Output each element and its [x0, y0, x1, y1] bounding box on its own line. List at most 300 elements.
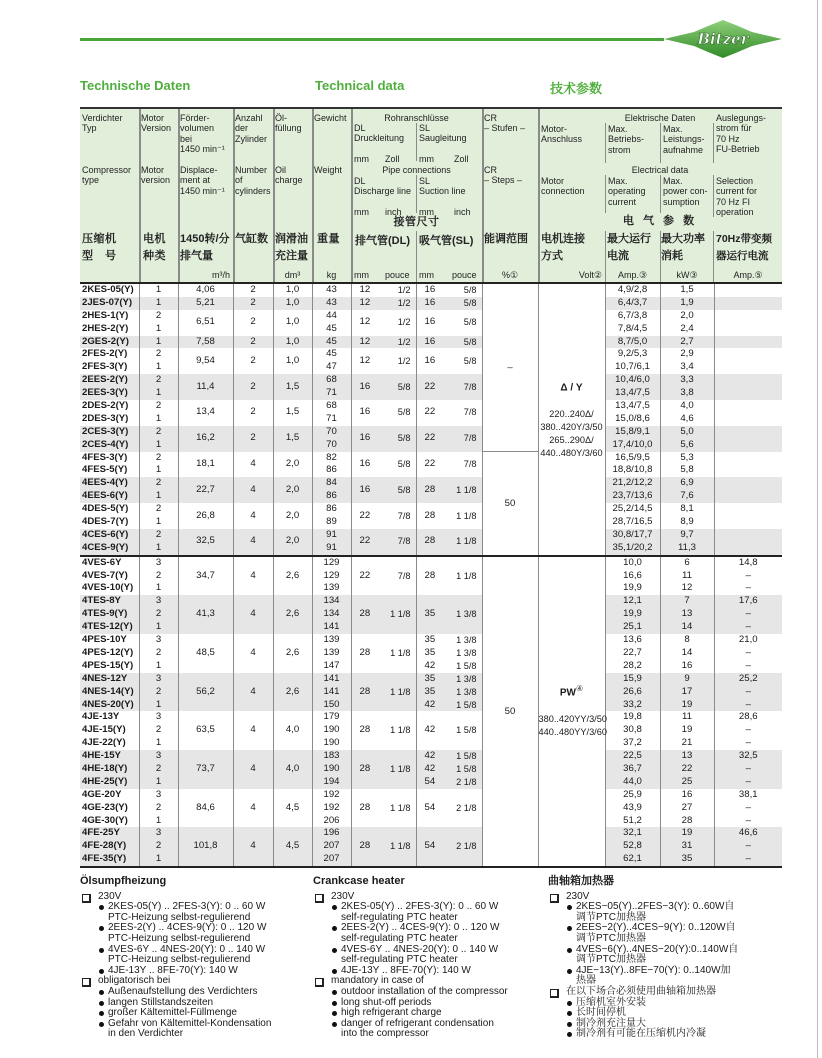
selection-current [715, 284, 783, 297]
divider [660, 175, 661, 213]
max-operating-current-cell [605, 477, 660, 503]
compressor-type: 2DES-2(Y) [82, 400, 129, 412]
hdr-motor-de: Motor Version [141, 113, 172, 134]
technical-data-table [80, 282, 782, 868]
motor-version: 1 [155, 361, 162, 373]
compressor-type: 2GES-2(Y) [82, 335, 129, 347]
max-power-consumption-cell [660, 336, 714, 349]
selection-current-cell [714, 556, 782, 596]
selection-current: – [745, 685, 751, 697]
hdr-sel-unit: Amp.⑤ [733, 270, 763, 280]
pipe-size [352, 608, 416, 621]
bullet-item: 2KES-05(Y) .. 2FES-3(Y): 0 .. 60 W self-regulating PTC heater [313, 902, 543, 923]
weight-cell [312, 711, 351, 750]
pipe-mm: 12 [359, 284, 371, 295]
cylinders-cell [233, 310, 273, 336]
selection-current [715, 400, 783, 413]
pipe-inch: 5/8 [397, 407, 411, 418]
suction-line-cell [416, 634, 482, 673]
compressor-type-cell [80, 750, 139, 789]
selection-current [715, 387, 783, 400]
pipe-size [352, 381, 416, 394]
bullet-item: high refrigerant charge [313, 1008, 543, 1019]
hdr-sl-pouce: pouce [452, 270, 477, 280]
pipe-size [352, 535, 416, 548]
pipe-inch: 1 5/8 [456, 725, 477, 736]
motor-version: 3 [155, 750, 162, 762]
max-operating-current: 16,6 [623, 569, 642, 581]
compressor-type: 4HE-18(Y) [82, 762, 128, 774]
pipe-size [417, 660, 482, 673]
pipe-size [352, 484, 416, 497]
displacement-cell [178, 297, 233, 310]
pipe-inch: 1 1/8 [456, 570, 477, 581]
hdr-conn-zh: 电机连接 方式 [541, 233, 585, 262]
oil-charge-cell [273, 673, 312, 712]
pipe-inch: 5/8 [397, 459, 411, 470]
cylinders-cell [233, 789, 273, 828]
compressor-type: 4NES-14(Y) [82, 685, 134, 697]
hdr-current-zh: 最大运行 电流 [607, 233, 651, 262]
oil-charge-cell [273, 750, 312, 789]
max-operating-current: 23,7/13,6 [612, 490, 653, 502]
motor-version: 1 [155, 438, 162, 450]
pipe-inch: 1/2 [397, 355, 411, 366]
cylinders: 2 [250, 284, 256, 295]
max-power-consumption-cell [660, 310, 714, 336]
motor-version: 2 [155, 569, 162, 581]
weight: 45 [326, 322, 337, 334]
discharge-line-cell [351, 789, 416, 828]
compressor-type: 4HE-15Y [82, 750, 121, 762]
selection-current-cell [714, 374, 782, 400]
selection-current-cell [714, 595, 782, 634]
hdr-pipe-de: Rohranschlüsse [384, 113, 449, 123]
motor-connection-label: Δ / Y [560, 382, 583, 394]
motor-connection-label: PW [559, 687, 576, 699]
pipe-size [417, 802, 482, 815]
max-power-consumption-cell [660, 789, 714, 828]
divider [713, 123, 714, 163]
max-power-consumption-cell [660, 477, 714, 503]
max-operating-current: 13,4/7,5 [615, 387, 650, 399]
displacement: 41,3 [196, 608, 215, 620]
weight: 196 [323, 827, 340, 839]
compressor-type: 4FE-25Y [82, 827, 120, 839]
hdr-sl-en: SL Suction line [419, 176, 466, 197]
pipe-mm: 28 [424, 569, 436, 581]
selection-current-cell [714, 283, 782, 297]
selection-current: – [745, 698, 751, 710]
pipe-size [352, 686, 416, 699]
pipe-size [417, 406, 482, 419]
pipe-size [352, 763, 416, 776]
max-operating-current: 35,1/20,2 [612, 541, 653, 553]
discharge-line-cell [351, 711, 416, 750]
bullet-item: 2KES-05(Y) .. 2FES-3(Y): 0 .. 60 W PTC-Heizung selbst-regulierend [80, 902, 310, 923]
max-operating-current: 51,2 [623, 814, 642, 826]
cylinders: 4 [250, 458, 256, 470]
max-operating-current-cell [605, 711, 660, 750]
hdr-oil-en: Oil charge [275, 165, 303, 186]
table-row-group [80, 711, 782, 750]
divider [538, 109, 540, 284]
hdr-type-zh: 压缩机 型 号 [82, 233, 117, 262]
motor-version: 2 [155, 724, 162, 736]
weight-cell [312, 426, 351, 452]
oil-charge: 1,0 [285, 316, 300, 328]
motor-version: 3 [155, 711, 162, 723]
motor-version-cell [139, 827, 178, 867]
pipe-mm: 28 [424, 509, 436, 521]
cylinders: 4 [250, 483, 256, 495]
suction-line-cell [416, 789, 482, 828]
oil-charge: 1,0 [285, 296, 300, 308]
selection-current: – [745, 621, 751, 633]
weight: 190 [323, 724, 340, 736]
hdr-dl-zh: 排气管(DL) [355, 235, 410, 247]
pipe-inch: 1/2 [397, 285, 411, 295]
weight: 91 [326, 541, 337, 553]
cr-steps-cell [482, 452, 538, 556]
table-section [80, 556, 782, 867]
oil-charge: 2,6 [285, 608, 300, 620]
discharge-line-cell [351, 750, 416, 789]
pipe-mm: 22 [359, 569, 371, 581]
max-power-consumption: 19 [681, 724, 693, 736]
max-operating-current-cell [605, 595, 660, 634]
pipe-size [352, 570, 416, 583]
displacement-cell [178, 673, 233, 712]
motor-version: 1 [155, 490, 162, 502]
pipe-size [417, 750, 482, 763]
cylinders: 4 [250, 685, 256, 697]
weight: 207 [323, 853, 340, 865]
max-power-consumption: 2,9 [680, 348, 694, 360]
pipe-mm: 28 [359, 762, 371, 774]
pipe-inch: 1 3/8 [456, 609, 477, 620]
max-operating-current-cell [605, 750, 660, 789]
cylinders-cell [233, 711, 273, 750]
max-power-consumption: 6 [684, 556, 690, 568]
hdr-oil-de: Öl- füllung [275, 113, 302, 134]
weight-cell [312, 750, 351, 789]
hdr-sl-mm-en: mm [419, 207, 434, 217]
pipe-mm: 12 [359, 296, 371, 308]
max-operating-current: 16,5/9,5 [615, 451, 650, 463]
title-en: Technical data [315, 78, 405, 93]
pipe-size [417, 840, 482, 853]
max-power-consumption: 16 [681, 788, 693, 800]
compressor-type: 4FE-28(Y) [82, 840, 127, 852]
cylinders-cell [233, 827, 273, 867]
oil-charge: 4,5 [285, 801, 300, 813]
weight-cell [312, 283, 351, 297]
table-header [80, 107, 782, 284]
cylinders: 4 [250, 535, 256, 547]
oil-charge: 4,0 [285, 762, 300, 774]
weight: 139 [323, 634, 340, 646]
cylinders: 2 [250, 380, 256, 392]
divider [416, 231, 417, 284]
hdr-sl-inch: inch [454, 207, 471, 217]
footnote-title: 曲轴箱加热器 [548, 875, 614, 887]
max-operating-current: 18,8/10,8 [612, 464, 653, 476]
weight: 134 [323, 608, 340, 620]
discharge-line-cell [351, 426, 416, 452]
hdr-power-en: Max. power con- sumption [663, 176, 708, 207]
motor-version-cell [139, 283, 178, 297]
table-row-group [80, 634, 782, 673]
max-operating-current-cell [605, 503, 660, 529]
displacement-cell [178, 556, 233, 596]
suction-line-cell [416, 452, 482, 478]
displacement: 6,51 [196, 316, 215, 328]
pipe-mm: 28 [424, 483, 436, 495]
bullet-item: 4VES−6(Y)..4NES−20(Y):0..140W自 调节PTC加热器 [548, 945, 788, 966]
oil-charge: 4,0 [285, 724, 300, 736]
selection-current [715, 413, 783, 426]
selection-current: 14,8 [738, 556, 758, 568]
displacement: 13,4 [196, 406, 215, 418]
table-row-group [80, 310, 782, 336]
oil-charge: 2,0 [285, 483, 300, 495]
hdr-sl-zoll: Zoll [454, 154, 469, 164]
motor-version-cell [139, 673, 178, 712]
motor-version: 3 [155, 827, 162, 839]
weight: 129 [323, 556, 340, 568]
selection-current: – [745, 737, 751, 749]
suction-line-cell [416, 595, 482, 634]
max-operating-current-cell [605, 529, 660, 556]
selection-current-cell [714, 750, 782, 789]
checkbox-item: mandatory in case of [313, 976, 543, 987]
motor-version: 1 [155, 737, 162, 749]
pipe-inch: 2 1/8 [456, 776, 477, 787]
max-operating-current-cell [605, 374, 660, 400]
max-power-consumption: 22 [681, 762, 693, 774]
hdr-cr-de: CR – Stufen – [484, 113, 526, 134]
weight: 82 [326, 451, 337, 463]
weight-cell [312, 634, 351, 673]
pipe-size [352, 724, 416, 737]
pipe-inch: 2 1/8 [456, 841, 477, 852]
pipe-inch: 5/8 [463, 355, 477, 366]
weight-cell [312, 529, 351, 556]
hdr-weight-de: Gewicht [314, 113, 347, 123]
displacement-cell [178, 529, 233, 556]
table-row-group [80, 348, 782, 374]
table-row-group [80, 297, 782, 310]
footnote-title: Ölsumpfheizung [80, 875, 167, 887]
table-row-group [80, 452, 782, 478]
oil-charge: 1,5 [285, 406, 300, 418]
weight-cell [312, 789, 351, 828]
pipe-inch: 1/2 [397, 297, 411, 308]
hdr-dl-mm-unit: mm [354, 270, 369, 280]
pipe-inch: 5/8 [397, 433, 411, 444]
oil-charge-cell [273, 556, 312, 596]
table-row-group [80, 283, 782, 297]
pipe-size [417, 699, 482, 712]
hdr-weight-unit: kg [326, 270, 337, 280]
max-operating-current-cell [605, 297, 660, 310]
hdr-disp-unit: m³/h [212, 270, 230, 280]
selection-current [715, 490, 783, 503]
max-power-consumption-cell [660, 673, 714, 712]
max-operating-current: 6,7/3,8 [617, 309, 648, 321]
max-operating-current: 26,6 [623, 685, 642, 697]
oil-charge-cell [273, 348, 312, 374]
bullet-item: Gefahr von Kältemittel-Kondensation in den Verdichter [80, 1019, 310, 1040]
pipe-inch: 5/8 [463, 285, 477, 295]
hdr-power-de: Max. Leistungs- aufnahme [663, 124, 705, 155]
weight-cell [312, 348, 351, 374]
max-power-consumption-cell [660, 348, 714, 374]
selection-current: 38,1 [738, 788, 758, 800]
discharge-line-cell [351, 827, 416, 867]
weight: 86 [326, 503, 337, 515]
weight-cell [312, 297, 351, 310]
oil-charge: 1,5 [285, 380, 300, 392]
cr-steps-cell [482, 556, 538, 867]
pipe-inch: 1 1/8 [390, 763, 411, 774]
pipe-size [417, 458, 482, 471]
cylinders-cell [233, 529, 273, 556]
max-power-consumption: 5,3 [680, 451, 694, 463]
hdr-cyl-de: Anzahl der Zylinder [235, 113, 268, 144]
max-operating-current: 33,2 [623, 698, 642, 710]
hdr-elec-zh: 电 气 参 数 [622, 215, 698, 227]
pipe-inch: 5/8 [397, 484, 411, 495]
compressor-type-cell [80, 452, 139, 478]
cylinders-cell [233, 503, 273, 529]
pipe-size [352, 510, 416, 523]
displacement-cell [178, 348, 233, 374]
pipe-mm: 28 [359, 646, 371, 658]
selection-current [715, 477, 783, 490]
suction-line-cell [416, 673, 482, 712]
hdr-type-de: Verdichter Typ [82, 113, 123, 134]
max-power-consumption: 11,3 [678, 541, 696, 553]
max-operating-current-cell [605, 634, 660, 673]
weight: 71 [326, 412, 337, 424]
compressor-type: 2DES-3(Y) [82, 412, 129, 424]
pipe-mm: 28 [424, 535, 436, 547]
max-operating-current: 28,2 [623, 659, 642, 671]
checkbox-item: 在以下场合必须使用曲轴箱加热器 [548, 987, 788, 998]
discharge-line-cell [351, 477, 416, 503]
hdr-power-zh: 最大功率 消耗 [661, 233, 705, 262]
hdr-current-en: Max. operating current [608, 176, 646, 207]
cr-steps-cell [482, 283, 538, 452]
table-row-group [80, 595, 782, 634]
weight-cell [312, 477, 351, 503]
footnote-ref: ④ [575, 684, 584, 694]
motor-version: 3 [155, 595, 162, 607]
max-operating-current: 10,4/6,0 [615, 374, 650, 386]
bullet-item: 2EES-2(Y) .. 4CES-9(Y): 0 .. 120 W PTC-Heizung selbst-regulierend [80, 923, 310, 944]
hdr-dl-de: DL Druckleitung [354, 123, 405, 144]
compressor-type: 2KES-05(Y) [82, 284, 134, 295]
displacement: 34,7 [196, 569, 215, 581]
motor-version-cell [139, 529, 178, 556]
motor-connection-cell [538, 283, 605, 556]
pipe-mm: 54 [424, 775, 436, 787]
weight-cell [312, 673, 351, 712]
max-power-consumption: 11 [682, 711, 692, 723]
bullet-item: outdoor installation of the compressor [313, 987, 543, 998]
hdr-dl-mm-en: mm [354, 207, 369, 217]
bitzer-logo [664, 20, 782, 58]
pipe-inch: 7/8 [397, 570, 411, 581]
displacement: 63,5 [196, 724, 215, 736]
pipe-mm: 22 [424, 406, 436, 418]
pipe-size [352, 432, 416, 445]
weight: 207 [323, 840, 340, 852]
max-operating-current: 9,2/5,3 [617, 348, 648, 360]
selection-current: – [745, 646, 751, 658]
hdr-sel-de: Auslegungs- strom für 70 Hz FU-Betrieb [716, 113, 767, 154]
bullet-item: 2EES−2(Y)..4CES−9(Y): 0..120W自 调节PTC加热器 [548, 923, 788, 944]
max-operating-current: 30,8/17,7 [612, 528, 653, 540]
max-operating-current: 19,8 [623, 711, 642, 723]
hdr-sl-zh: 吸气管(SL) [419, 235, 474, 247]
bullet-item: 4JE-13Y .. 8FE-70(Y): 140 W [313, 966, 543, 977]
selection-current-cell [714, 529, 782, 556]
pipe-size [417, 686, 482, 699]
motor-version: 1 [155, 284, 162, 295]
hdr-conn-de: Motor- Anschluss [541, 124, 583, 145]
compressor-type: 2FES-2(Y) [82, 348, 128, 360]
selection-current-cell [714, 673, 782, 712]
max-power-consumption: 4,6 [680, 412, 694, 424]
selection-current [715, 516, 783, 529]
selection-current: – [745, 814, 751, 826]
max-operating-current: 12,1 [623, 595, 642, 607]
oil-charge: 2,6 [285, 646, 300, 658]
pipe-inch: 1 3/8 [456, 673, 477, 684]
max-operating-current: 13,6 [623, 634, 642, 646]
weight: 134 [323, 595, 340, 607]
pipe-size [417, 570, 482, 583]
max-power-consumption: 19 [681, 827, 693, 839]
footnote-en [313, 876, 543, 1040]
selection-current-cell [714, 711, 782, 750]
max-operating-current: 36,7 [623, 762, 642, 774]
max-power-consumption: 35 [681, 853, 693, 865]
pipe-mm: 12 [359, 354, 371, 366]
max-operating-current: 30,8 [623, 724, 642, 736]
compressor-type: 4FES-5(Y) [82, 464, 128, 476]
compressor-type: 4VES-10(Y) [82, 582, 134, 594]
cylinders: 4 [250, 762, 256, 774]
max-power-consumption: 2,0 [680, 309, 694, 321]
bullet-item: 4VES-6Y .. 4NES-20(Y): 0 .. 140 W PTC-Heizung selbst-regulierend [80, 945, 310, 966]
pipe-mm: 42 [424, 724, 436, 736]
motor-version-cell [139, 452, 178, 478]
suction-line-cell [416, 529, 482, 556]
max-operating-current-cell [605, 789, 660, 828]
oil-charge-cell [273, 789, 312, 828]
checkbox-item: 230V [80, 892, 310, 903]
oil-charge: 2,6 [285, 569, 300, 581]
motor-connection-type [539, 379, 605, 393]
weight: 86 [326, 464, 337, 476]
selection-current-cell [714, 297, 782, 310]
pipe-mm: 16 [424, 284, 436, 295]
hdr-type-en: Compressor type [82, 165, 132, 186]
